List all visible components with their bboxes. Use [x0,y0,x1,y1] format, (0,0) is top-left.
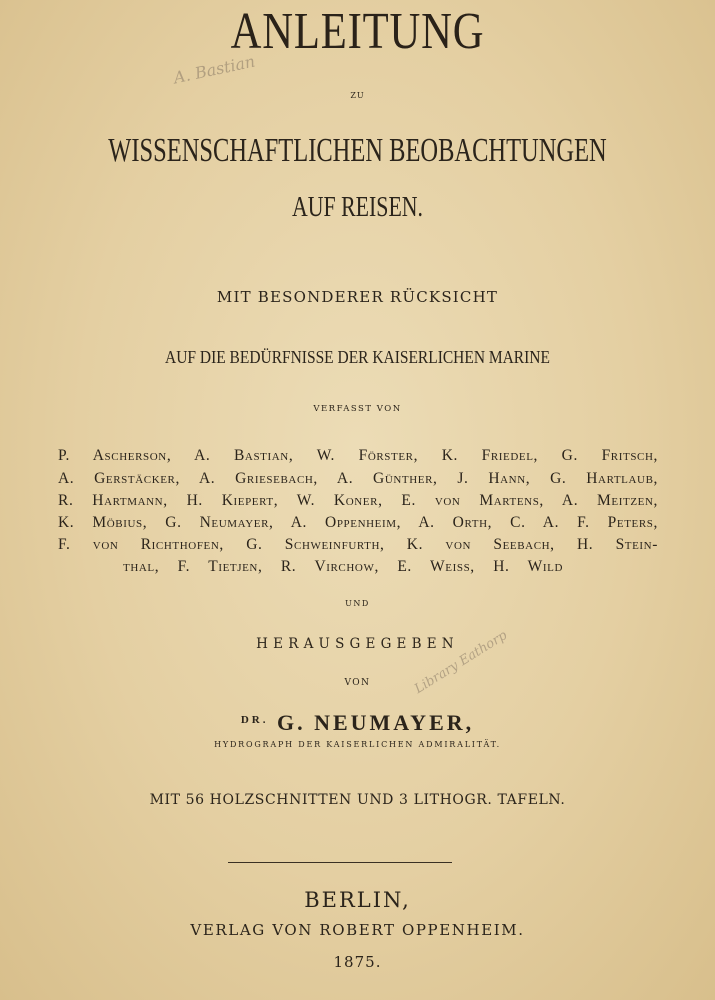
editor-name-text: G. NEUMAYER, [276,710,475,735]
subtitle-line-1: WISSENSCHAFTLICHEN BEOBACHTUNGEN [108,132,607,169]
main-title: ANLEITUNG [230,3,485,60]
publisher: VERLAG VON ROBERT OPPENHEIM. [190,921,525,939]
connector-zu: ZU [350,91,365,100]
author-line: A. Gerstäcker, A. Griesebach, A. Günther, J. Hann, G. Hartlaub, [58,470,658,487]
pencil-annotation: Library Eathorp [412,628,510,697]
author-line: R. Hartmann, H. Kiepert, W. Koner, E. von Martens, A. Meitzen, [58,492,658,509]
editor-prefix: DR. [240,714,269,726]
pencil-annotation: A. Bastian [171,51,257,88]
secondary-subtitle-line-1: MIT BESONDERER RÜCKSICHT [216,288,499,306]
author-line: F. von Richthofen, G. Schweinfurth, K. von Seebach, H. Stein- [58,536,658,553]
author-line: P. Ascherson, A. Bastian, W. Förster, K. Friedel, G. Fritsch, [58,447,658,464]
author-line: K. Möbius, G. Neumayer, A. Oppenheim, A. Orth, C. A. F. Peters, [58,514,658,531]
authored-by-label: VERFASST VON [313,404,402,414]
by-label: VON [344,678,371,688]
editor-title: HYDROGRAPH DER KAISERLICHEN ADMIRALITÄT. [214,740,501,749]
divider-rule [228,862,452,863]
editor-name [0,712,715,734]
subtitle-line-2: AUF REISEN. [291,192,424,223]
and-label: UND [345,599,370,608]
publication-year: 1875. [333,953,382,971]
publication-city: BERLIN, [304,888,411,912]
secondary-subtitle-line-2: AUF DIE BEDÜRFNISSE DER KAISERLICHEN MARINE [165,347,550,367]
author-line: thal, F. Tietjen, R. Virchow, E. Weiss, H. Wild [123,558,563,575]
edited-label: HERAUSGEGEBEN [256,636,459,652]
illustrations-note: MIT 56 HOLZSCHNITTEN UND 3 LITHOGR. TAFELN. [149,792,566,808]
